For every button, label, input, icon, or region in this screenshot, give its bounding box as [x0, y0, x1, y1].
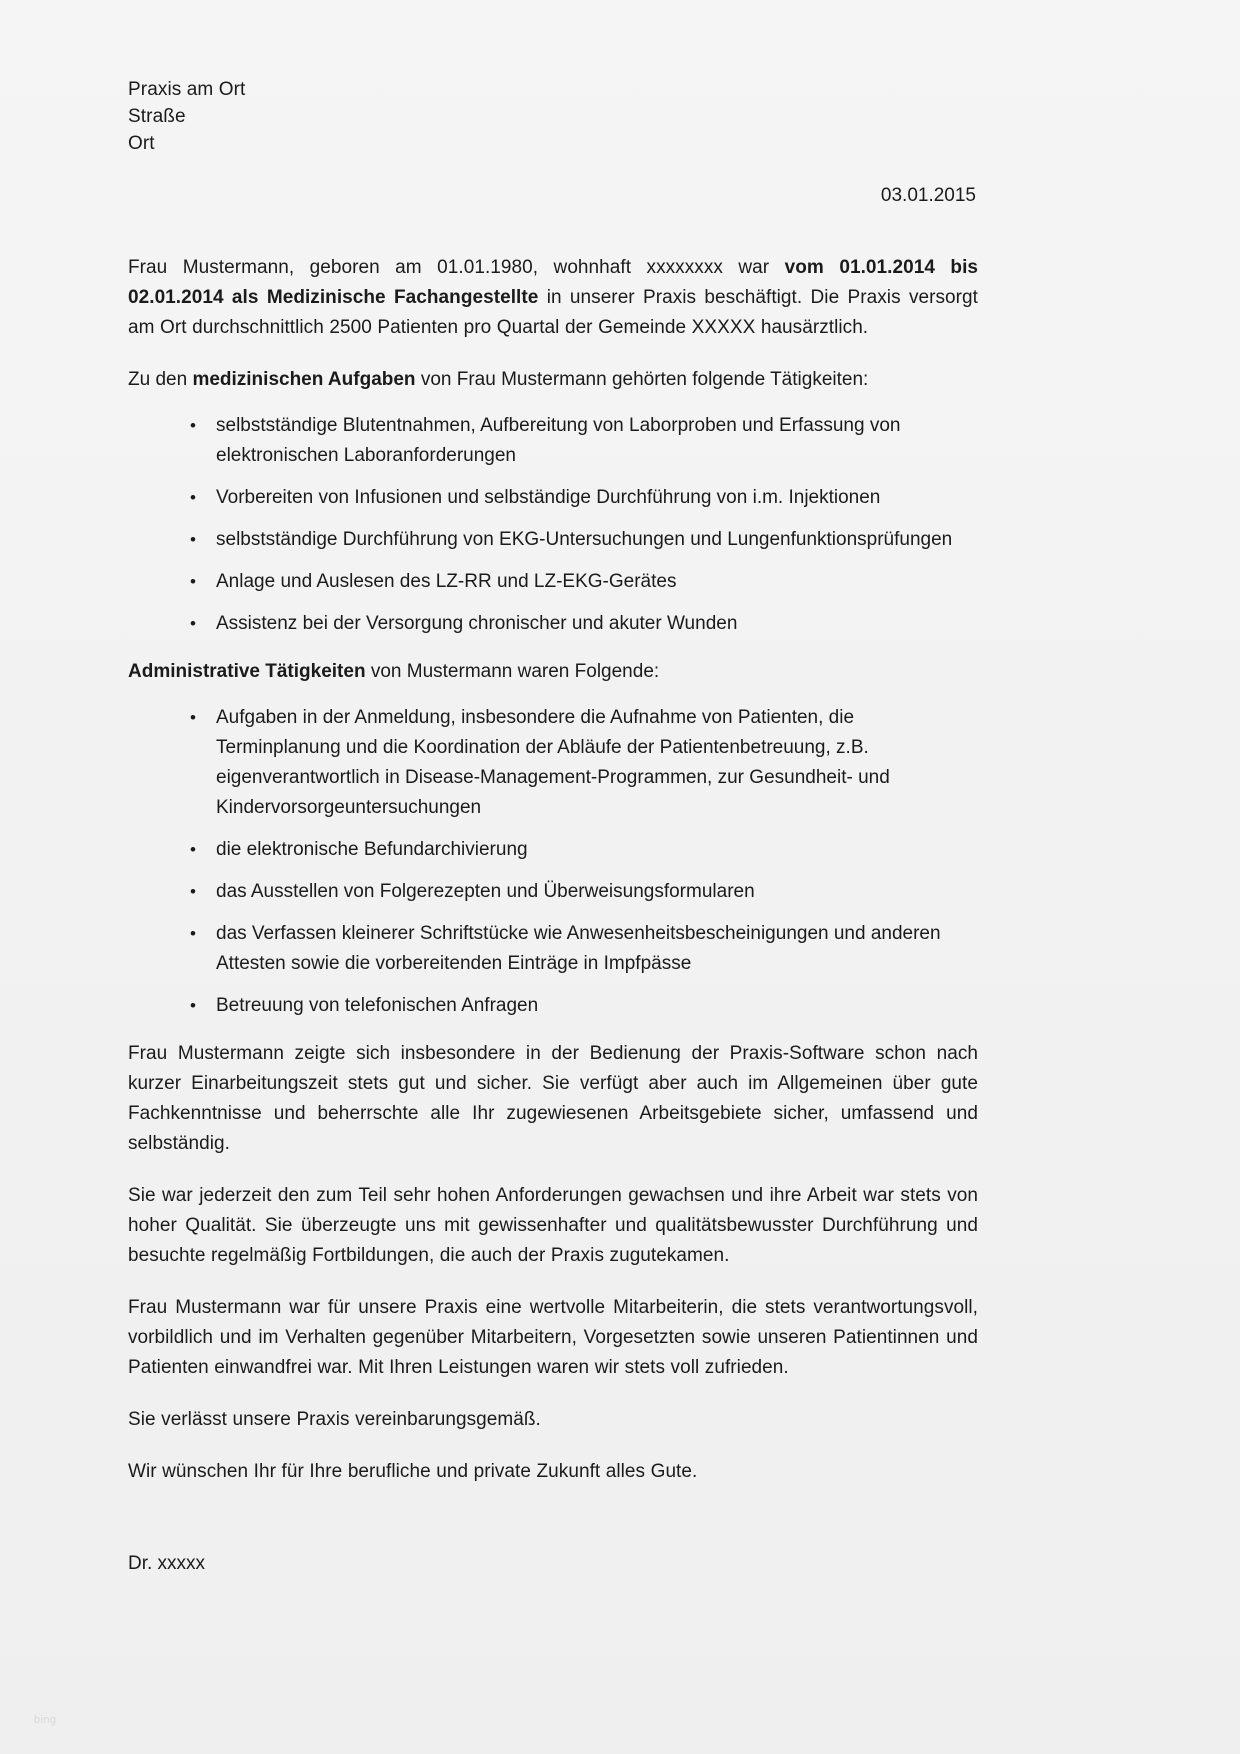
list-item	[128, 703, 978, 823]
letterhead-line-1: Praxis am Ort	[128, 79, 246, 100]
watermark-label: bing	[34, 1714, 57, 1726]
bullet-icon: •	[190, 882, 196, 901]
list-item	[128, 483, 978, 513]
list-item-label: selbstständige Durchführung von EKG-Untersuchungen und Lungenfunktionsprüfungen	[216, 529, 953, 550]
bullet-icon: •	[190, 614, 196, 633]
paragraph-work-quality: Sie war jederzeit den zum Teil sehr hohen Anforderungen gewachsen und ihre Arbeit war stets von hoher Qualität. Sie überzeugte uns mit gewissenhafter und qualitätsbewusster Durchführung und besuchte regelmäßig Fortbildungen, die auch der Praxis zugutekamen.	[128, 1185, 978, 1266]
list-item	[128, 609, 978, 639]
bullet-icon: •	[190, 840, 196, 859]
admin-tasks-list	[128, 703, 978, 1021]
list-item	[128, 525, 978, 555]
text-run: Frau Mustermann, geboren am 01.01.1980, wohnhaft xxxxxxxx war	[128, 257, 785, 278]
text-run-bold: Administrative Tätigkeiten	[128, 661, 366, 682]
list-item-label: die elektronische Befundarchivierung	[216, 839, 528, 860]
bullet-icon: •	[190, 530, 196, 549]
admin-tasks-lead-in	[128, 657, 978, 687]
paragraph-good-wishes: Wir wünschen Ihr für Ihre berufliche und private Zukunft alles Gute.	[128, 1461, 698, 1482]
text-run: von Frau Mustermann gehörten folgende Tätigkeiten:	[415, 369, 869, 390]
list-item-label: Assistenz bei der Versorgung chronischer und akuter Wunden	[216, 613, 738, 634]
letterhead-line-3: Ort	[128, 133, 155, 154]
list-item-label: Betreuung von telefonischen Anfragen	[216, 995, 539, 1016]
text-run: Zu den	[128, 369, 193, 390]
list-item	[128, 411, 978, 471]
list-item	[128, 919, 978, 979]
letter-date: 03.01.2015	[880, 185, 976, 206]
list-item	[128, 991, 978, 1021]
letterhead-line-2: Straße	[128, 106, 186, 127]
bullet-icon: •	[190, 708, 196, 727]
bullet-icon: •	[190, 416, 196, 435]
paragraph-software-skills: Frau Mustermann zeigte sich insbesondere in der Bedienung der Praxis-Software schon nach kurzer Einarbeitungszeit stets gut und sicher. Sie verfügt aber auch im Allgemeinen über gute Fachkenntnisse und beherrschte alle Ihr zugewiesenen Arbeitsgebiete sicher, umfassend und selbständig.	[128, 1043, 978, 1154]
list-item-label: das Verfassen kleinerer Schriftstücke wie Anwesenheitsbescheinigungen und anderen Attesten sowie die vorbereitenden Einträge in Impfpässe	[216, 923, 941, 974]
list-item	[128, 835, 978, 865]
medical-tasks-list	[128, 411, 978, 639]
list-item-label: Anlage und Auslesen des LZ-RR und LZ-EKG-Gerätes	[216, 571, 677, 592]
text-run-bold: medizinischen Aufgaben	[192, 369, 416, 390]
letterhead	[128, 76, 978, 157]
bullet-icon: •	[190, 996, 196, 1015]
bullet-icon: •	[190, 924, 196, 943]
list-item-label: Vorbereiten von Infusionen und selbständige Durchführung von i.m. Injektionen	[216, 487, 881, 508]
list-item-label: selbstständige Blutentnahmen, Aufbereitung von Laborproben und Erfassung von elektronischen Laboranforderungen	[216, 415, 901, 466]
text-run: in unserer Praxis beschäftigt. Die Praxis versorgt am Ort durchschnittlich 2500 Patienten pro Quartal der Gemeinde XXXXX hausärztlich.	[128, 287, 978, 338]
signature-line: Dr. xxxxx	[128, 1553, 206, 1574]
medical-tasks-lead-in	[128, 365, 978, 395]
paragraph-conduct: Frau Mustermann war für unsere Praxis eine wertvolle Mitarbeiterin, die stets verantwortungsvoll, vorbildlich und im Verhalten gegenüber Mitarbeitern, Vorgesetzten sowie unseren Patientinnen und Patienten einwandfrei war. Mit Ihren Leistungen waren wir stets voll zufrieden.	[128, 1297, 978, 1378]
document-content	[128, 76, 978, 1579]
bullet-icon: •	[190, 572, 196, 591]
list-item-label: Aufgaben in der Anmeldung, insbesondere die Aufnahme von Patienten, die Terminplanung und die Koordination der Abläufe der Patientenbetreuung, z.B. eigenverantwortlich in Disease-Management-Programmen, zur Gesundheit- und Kindervorsorgeuntersuchungen	[216, 707, 890, 818]
paragraph-intro	[128, 253, 978, 343]
paragraph-leaving: Sie verlässt unsere Praxis vereinbarungsgemäß.	[128, 1409, 541, 1430]
list-item	[128, 877, 978, 907]
list-item-label: das Ausstellen von Folgerezepten und Überweisungsformularen	[216, 881, 755, 902]
text-run: von Mustermann waren Folgende:	[365, 661, 660, 682]
text-run-bold: vom 01.01.2014 bis 02.01.2014 als Medizinische Fachangestellte	[128, 257, 979, 308]
bullet-icon: •	[190, 488, 196, 507]
list-item	[128, 567, 978, 597]
